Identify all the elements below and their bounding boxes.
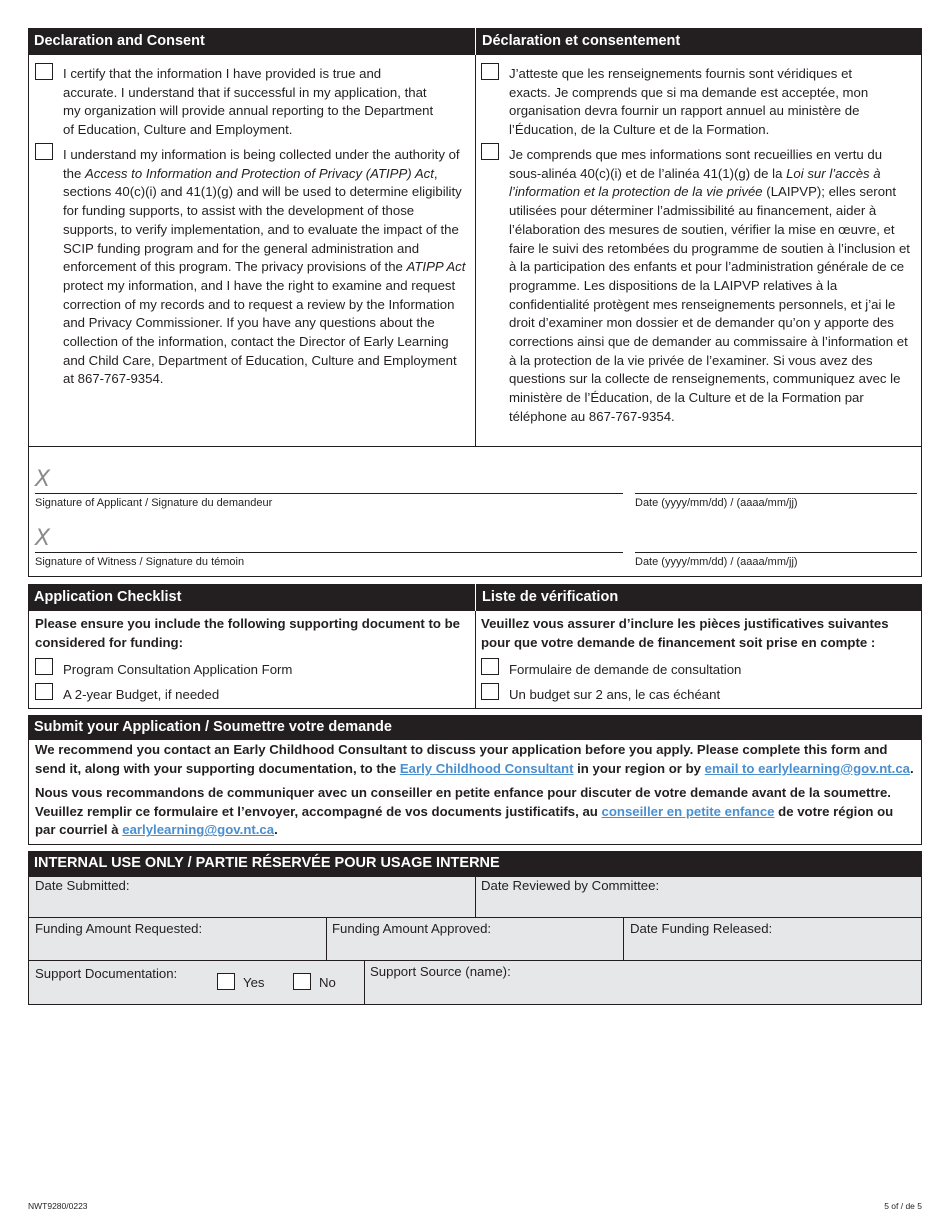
budget-checkbox[interactable] bbox=[35, 683, 53, 700]
submit-fr-part: Nous vous recommandons de communiquer avec un conseiller en petite enfance pour discuter de votre demande avant de la soumettre. Veuillez remplir ce formulaire et l’envoyer, accompagné de vos documents justificatifs, au bbox=[35, 785, 891, 819]
formulaire-checkbox[interactable] bbox=[481, 658, 499, 675]
budget-fr-label: Un budget sur 2 ans, le cas échéant bbox=[509, 687, 721, 702]
internal-row-line-1 bbox=[28, 917, 922, 918]
applicant-signature-line[interactable] bbox=[35, 493, 623, 494]
applicant-x-mark: X bbox=[35, 467, 51, 492]
internal-row-line-2 bbox=[28, 960, 922, 961]
support-no-checkbox[interactable] bbox=[293, 973, 311, 990]
checklist-header-en: Application Checklist bbox=[28, 584, 475, 611]
privacy-text-part: protect my information, and I have the right to examine and request correction of my records and to request a review by the Information and Privacy Commissioner. If you have any questions about the collection of the information, contact the Director of Early Learning and Child Care, Department of Education, Culture and Employment at 867-767-9354. bbox=[63, 277, 457, 387]
internal-col-line-b bbox=[326, 917, 327, 960]
internal-col-line-d bbox=[364, 960, 365, 1005]
submit-en-part: . bbox=[910, 760, 914, 776]
support-documentation-label: Support Documentation: bbox=[35, 966, 178, 981]
applicant-date-line[interactable] bbox=[635, 493, 917, 494]
internal-col-line-c bbox=[623, 917, 624, 960]
consent-text-part: Je comprends que mes informations sont recueillies en vertu du sous-alinéa 40(c)(i) et de l’alinéa 41(1)(g) de la bbox=[509, 147, 883, 181]
submit-header: Submit your Application / Soumettre votre demande bbox=[28, 715, 922, 740]
page-number: 5 of / de 5 bbox=[884, 1201, 922, 1211]
consent-text-part: (LAIPVP); elles seront utilisées pour déterminer l’admissibilité au financement, aider à l’élaboration des mesures de soutien, vérifier la mise en œuvre, et faire le suivi des retombées du programme de soutien à l’inclusion et à la participation des enfants et pour l’administration générale de ce programme. Les dispositions de la LAIPVP relatives à la confidentialité protègent mes renseignements personnels, et j’ai le droit d’examiner mon dossier et de demander qu’on y apporte des corrections ainsi que de demander au commissaire à l’information et à la protection de la vie privée de l’examiner. Si vous avez des questions sur la collecte de renseignements, communiquez avec le ministère de l’Éducation, de la Culture et de la Formation par téléphone au 867-767-9354. bbox=[509, 184, 910, 424]
budget-label: A 2-year Budget, if needed bbox=[63, 687, 220, 702]
support-no-label: No bbox=[319, 975, 336, 990]
date-reviewed-field[interactable]: Date Reviewed by Committee: bbox=[481, 878, 660, 893]
early-childhood-consultant-link[interactable]: Early Childhood Consultant bbox=[399, 760, 574, 776]
declaration-divider bbox=[475, 55, 476, 447]
privacy-consent-text bbox=[63, 146, 469, 389]
submit-fr-part: de votre région ou par courriel à bbox=[35, 803, 894, 838]
submit-text-fr bbox=[35, 784, 917, 840]
certify-text: I certify that the information I have provided is true and accurate. I understand that if successful in my application, that my organization will provide annual reporting to the Department of Education, Culture and Employment. bbox=[63, 66, 434, 138]
formulaire-label: Formulaire de demande de consultation bbox=[509, 662, 742, 677]
checklist-header-fr: Liste de vérification bbox=[475, 584, 922, 611]
declaration-header-fr: Déclaration et consentement bbox=[475, 28, 922, 55]
consentement-text bbox=[509, 146, 915, 427]
witness-date-label: Date (yyyy/mm/dd) / (aaaa/mm/jj) bbox=[635, 556, 798, 568]
checklist-intro-fr: Veuillez vous assurer d’inclure les pièces justificatives suivantes pour que votre demande de financement soit prise en compte : bbox=[481, 616, 889, 650]
privacy-consent-checkbox[interactable] bbox=[35, 143, 53, 160]
atteste-text: J’atteste que les renseignements fournis sont véridiques et exacts. Je comprends que si ma demande est acceptée, mon organisation devra fournir un rapport annuel au ministère de l’Éducation, de la Culture et de la Formation. bbox=[509, 66, 869, 138]
email-earlylearning-link[interactable]: email to earlylearning@gov.nt.ca bbox=[704, 760, 910, 776]
applicant-date-label: Date (yyyy/mm/dd) / (aaaa/mm/jj) bbox=[635, 497, 798, 509]
witness-x-mark: X bbox=[35, 526, 51, 551]
witness-date-line[interactable] bbox=[635, 552, 917, 553]
act-short-italic: ATIPP Act bbox=[406, 259, 466, 275]
internal-col-line-a bbox=[475, 876, 476, 917]
date-submitted-field[interactable]: Date Submitted: bbox=[35, 878, 130, 893]
atteste-checkbox[interactable] bbox=[481, 63, 499, 80]
internal-header: INTERNAL USE ONLY / PARTIE RÉSERVÉE POUR USAGE INTERNE bbox=[28, 851, 922, 876]
loi-name-italic: Loi sur l’accès à l’information et la protection de la vie privée bbox=[509, 165, 881, 200]
declaration-bottom-line bbox=[28, 446, 922, 447]
privacy-text-part: , sections 40(c)(i) and 41(1)(g) and will be used to determine eligibility for funding supports, to assist with the development of those supports, to verify implementation, and to evaluate the impact of the SCIP funding program and for the general administration and enforcement of this program. The privacy provisions of the bbox=[63, 165, 462, 275]
privacy-text-part: I understand my information is being collected under the authority of the bbox=[63, 147, 460, 181]
conseiller-petite-enfance-link[interactable]: conseiller en petite enfance bbox=[601, 803, 775, 819]
budget-fr-checkbox[interactable] bbox=[481, 683, 499, 700]
consultation-form-checkbox[interactable] bbox=[35, 658, 53, 675]
checklist-intro-en: Please ensure you include the following supporting document to be considered for funding: bbox=[35, 616, 460, 650]
consentement-checkbox[interactable] bbox=[481, 143, 499, 160]
submit-text-en bbox=[35, 741, 917, 778]
date-released-field[interactable]: Date Funding Released: bbox=[630, 921, 773, 936]
courriel-earlylearning-link[interactable]: earlylearning@gov.nt.ca bbox=[122, 822, 275, 838]
applicant-signature-label: Signature of Applicant / Signature du demandeur bbox=[35, 497, 273, 509]
consultation-form-label: Program Consultation Application Form bbox=[63, 662, 293, 677]
support-yes-checkbox[interactable] bbox=[217, 973, 235, 990]
form-code: NWT9280/0223 bbox=[28, 1201, 88, 1211]
funding-requested-field[interactable]: Funding Amount Requested: bbox=[35, 921, 203, 936]
submit-en-part: in your region or by bbox=[573, 760, 705, 776]
act-name-italic: Access to Information and Protection of Privacy (ATIPP) Act bbox=[85, 165, 434, 181]
submit-en-part: We recommend you contact an Early Childhood Consultant to discuss your application before you apply. Please complete this form and send it, along with your supporting documentation, to the bbox=[35, 742, 888, 776]
witness-signature-line[interactable] bbox=[35, 552, 623, 553]
certify-checkbox[interactable] bbox=[35, 63, 53, 80]
funding-approved-field[interactable]: Funding Amount Approved: bbox=[332, 921, 492, 936]
declaration-header-en: Declaration and Consent bbox=[28, 28, 475, 55]
submit-fr-part: . bbox=[274, 822, 278, 838]
witness-signature-label: Signature of Witness / Signature du témoin bbox=[35, 556, 245, 568]
support-yes-label: Yes bbox=[243, 975, 265, 990]
support-source-field[interactable]: Support Source (name): bbox=[370, 964, 511, 979]
checklist-divider bbox=[475, 611, 476, 709]
